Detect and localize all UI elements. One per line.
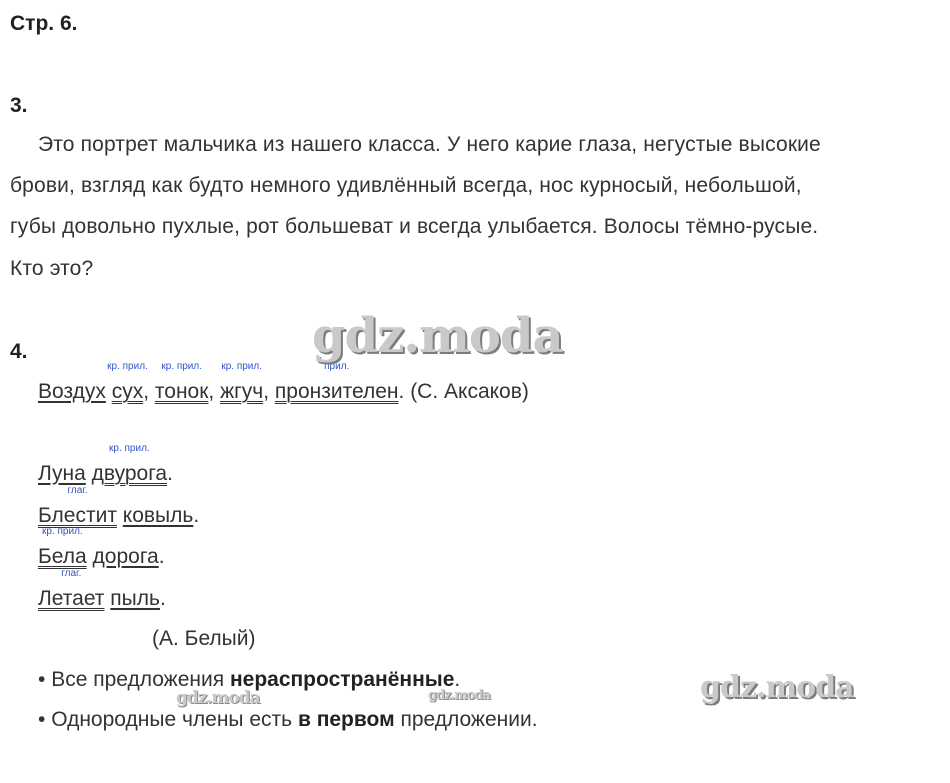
poem-line-4: глаг. Летает пыль. xyxy=(38,568,166,610)
predicate-3 xyxy=(220,361,264,404)
task-4-number: 4. xyxy=(10,340,28,363)
poem-line-2: глаг. Блестит ковыль. xyxy=(38,485,200,527)
subject-word: ковыль xyxy=(122,504,194,527)
task-3-line-1: Это портрет мальчика из нашего класса. У него карие глаза, негустые высокие xyxy=(38,133,821,156)
predicate-word: Бела xyxy=(38,545,87,568)
task-3-line-2: брови, взгляд как будто немного удивлённый всегда, нос курносый, небольшой, xyxy=(10,174,802,197)
watermark-logo: gdz.moda xyxy=(700,670,854,705)
conclusion-2 xyxy=(38,708,538,732)
author-bely: (А. Белый) xyxy=(152,627,256,650)
predicate-word: пронзителен xyxy=(274,380,399,403)
predicate-word: сух xyxy=(111,380,144,403)
part-of-speech-note: кр. прил. xyxy=(221,361,263,372)
subject-word: дорога xyxy=(92,545,159,568)
conclusion-emphasis: в первом xyxy=(297,708,395,731)
predicate-word: тонок xyxy=(154,380,209,403)
predicate-1 xyxy=(107,361,148,404)
task-3-line-3: губы довольно пухлые, рот большеват и всегда улыбается. Волосы тёмно-русые. xyxy=(10,215,819,238)
part-of-speech-note: кр. прил. xyxy=(42,526,83,537)
watermark-logo: gdz.moda xyxy=(176,688,260,708)
task-3-line-4: Кто это? xyxy=(10,257,94,280)
part-of-speech-note: кр. прил. xyxy=(161,361,202,372)
part-of-speech-note: прил. xyxy=(324,361,350,372)
predicate-word: жгуч xyxy=(220,380,264,403)
bullet: • xyxy=(38,668,46,691)
part-of-speech-note: кр. прил. xyxy=(107,361,148,372)
conclusion-emphasis: нераспространённые xyxy=(229,668,455,691)
predicate-word: двурога xyxy=(91,462,168,485)
subject-word: Луна xyxy=(38,462,86,485)
subject-word: пыль xyxy=(110,587,160,610)
part-of-speech-note: кр. прил. xyxy=(109,443,150,454)
bullet: • xyxy=(38,708,46,731)
task-3-number: 3. xyxy=(10,94,28,117)
predicate-2 xyxy=(154,361,209,404)
part-of-speech-note: глаг. xyxy=(61,568,82,579)
poem-line-3: кр. прил. Бела дорога. xyxy=(38,526,165,568)
page-label: Стр. 6. xyxy=(10,12,78,35)
predicate xyxy=(38,485,117,528)
watermark-logo: gdz.moda xyxy=(312,308,563,364)
predicate-word: Летает xyxy=(38,587,105,610)
sentence-aksakov: Воздух кр. прил. сух, кр. прил. тонок, кр. прил. жгуч, прил. пронзителен. (С. Аксаков) xyxy=(38,361,529,403)
conclusion-end: предложении. xyxy=(400,708,538,731)
predicate xyxy=(38,526,87,569)
conclusion-end: . xyxy=(454,668,461,691)
predicate-4 xyxy=(274,361,399,404)
conclusion-text: Все предложения xyxy=(51,668,225,691)
watermark-logo: gdz.moda xyxy=(428,688,491,703)
conclusion-text: Однородные члены есть xyxy=(51,708,293,731)
author-aksakov: (С. Аксаков) xyxy=(410,380,529,403)
predicate-word: Блестит xyxy=(38,504,117,527)
poem-line-1: Луна кр. прил. двурога. xyxy=(38,443,173,485)
subject-word: Воздух xyxy=(38,380,106,403)
part-of-speech-note: глаг. xyxy=(67,485,88,496)
